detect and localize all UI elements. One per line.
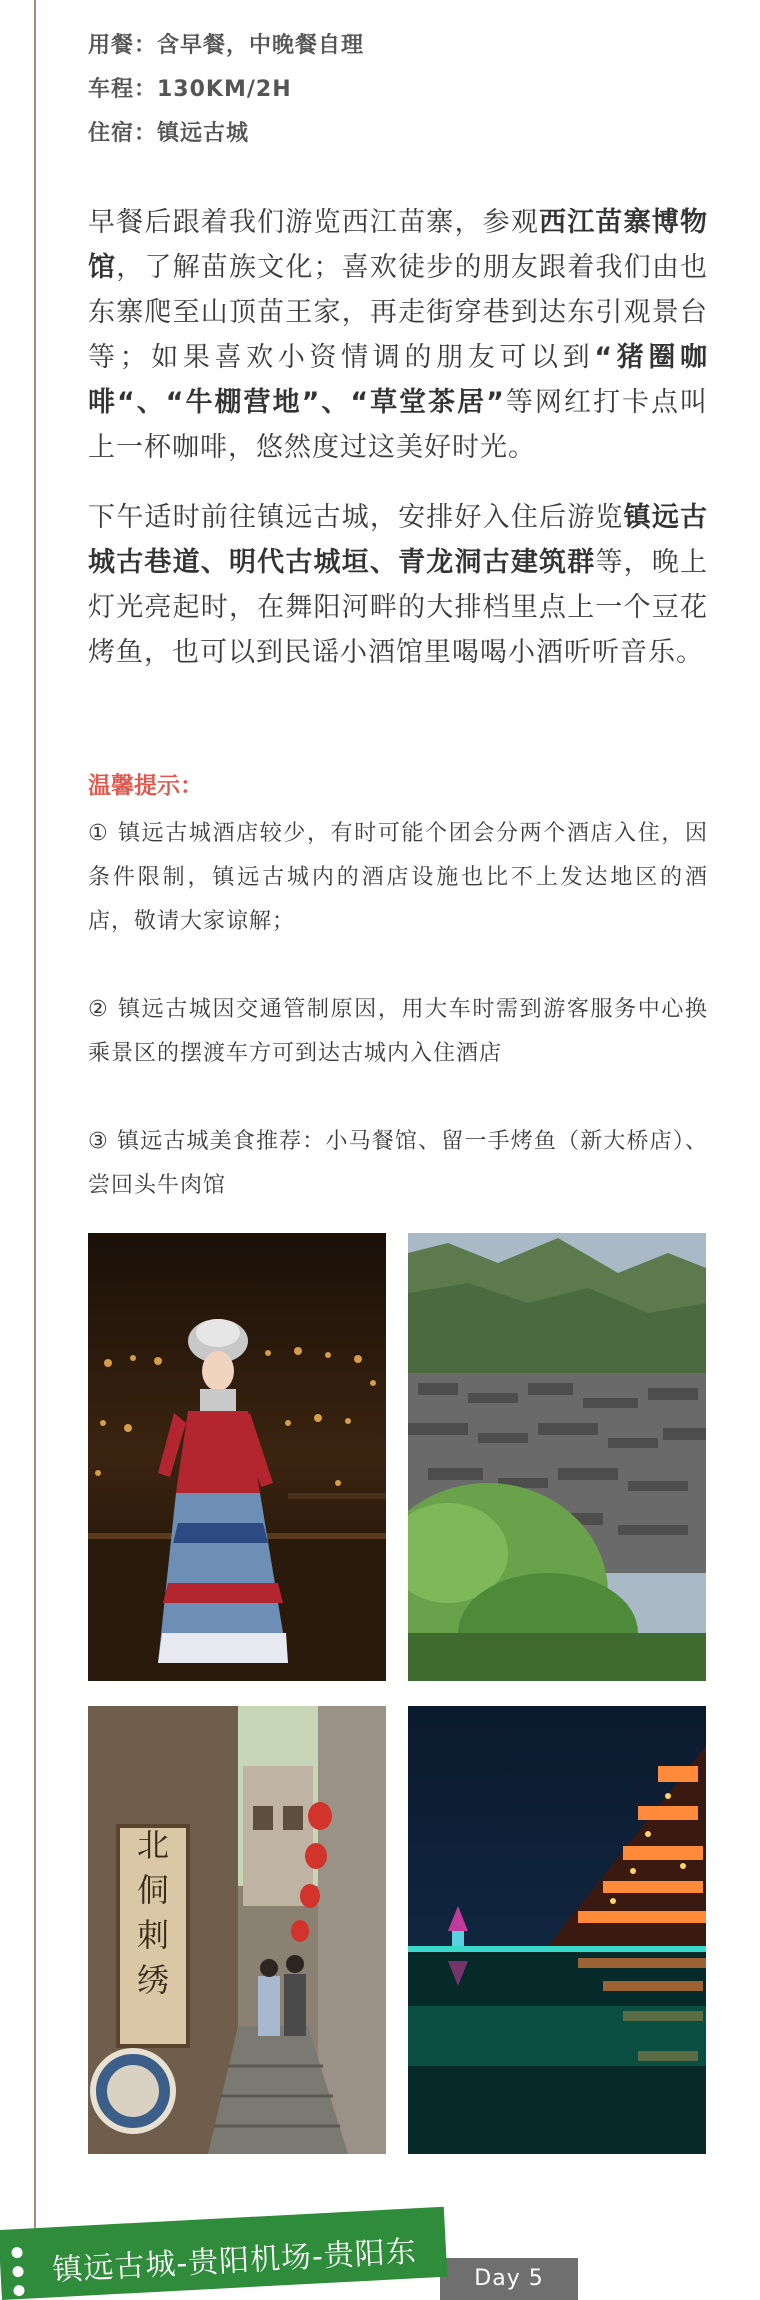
morning-paragraph: 早餐后跟着我们游览西江苗寨，参观西江苗寨博物馆，了解苗族文化；喜欢徒步的朋友跟着我们由也东寨爬至山顶苗王家，再走街穿巷到达东引观景台等；如果喜欢小资情调的朋友可以到“猪圈咖啡“、“牛棚营地”、“草堂茶居”等网红打卡点叫上一杯咖啡，悠然度过这美好时光。 [88,207,709,463]
highlight-cafes: “猪圈咖啡“、“牛棚营地”、“草堂茶居” [88,342,709,418]
highlight-museum: 西江苗寨博物馆 [88,207,708,283]
day-meta [88,28,364,160]
tips-title: 温馨提示： [88,773,203,799]
route-title: 镇远古城-贵阳机场-贵阳东 [51,2234,418,2289]
photo-miao-costume [88,1233,386,1681]
meal-info: 用餐：含早餐，中晚餐自理 [88,33,365,58]
timeline-line [34,0,36,2228]
banner-dots-icon [11,2247,28,2300]
shop-sign-char: 绣 [136,1961,170,1999]
shop-sign-char: 北 [136,1826,170,1864]
afternoon-paragraph: 下午适时前往镇远古城，安排好入住后游览镇远古城古巷道、明代古城垣、青龙洞古建筑群等，晚上灯光亮起时，在舞阳河畔的大排档里点上一个豆花烤鱼，也可以到民谣小酒馆里喝喝小酒听听音乐。 [88,502,709,668]
tip-item: ① 镇远古城酒店较少，有时可能个团会分两个酒店入住，因条件限制，镇远古城内的酒店设施也比不上发达地区的酒店，敬请大家谅解； [88,821,708,934]
day-badge: Day 5 [440,2258,578,2300]
distance-info: 车程：130KM/2H [88,77,292,102]
route-banner [0,2207,447,2300]
highlight-sights: 镇远古城古巷道、明代古城垣、青龙洞古建筑群 [88,502,709,578]
photo-embroidery-alley [88,1706,386,2154]
tip-item: ② 镇远古城因交通管制原因，用大车时需到游客服务中心换乘景区的摆渡车方可到达古城内入住酒店 [88,997,708,1066]
tip-item: ③ 镇远古城美食推荐：小马餐馆、留一手烤鱼（新大桥店）、尝回头牛肉馆 [88,1129,708,1198]
shop-sign-char: 刺 [136,1916,170,1954]
shop-sign-char: 侗 [136,1871,170,1909]
next-day-header [0,2212,760,2300]
stay-info: 住宿：镇远古城 [88,121,250,146]
photo-xijiang-village [408,1233,706,1681]
photo-zhenyuan-night [408,1706,706,2154]
tips-section [88,768,708,1252]
